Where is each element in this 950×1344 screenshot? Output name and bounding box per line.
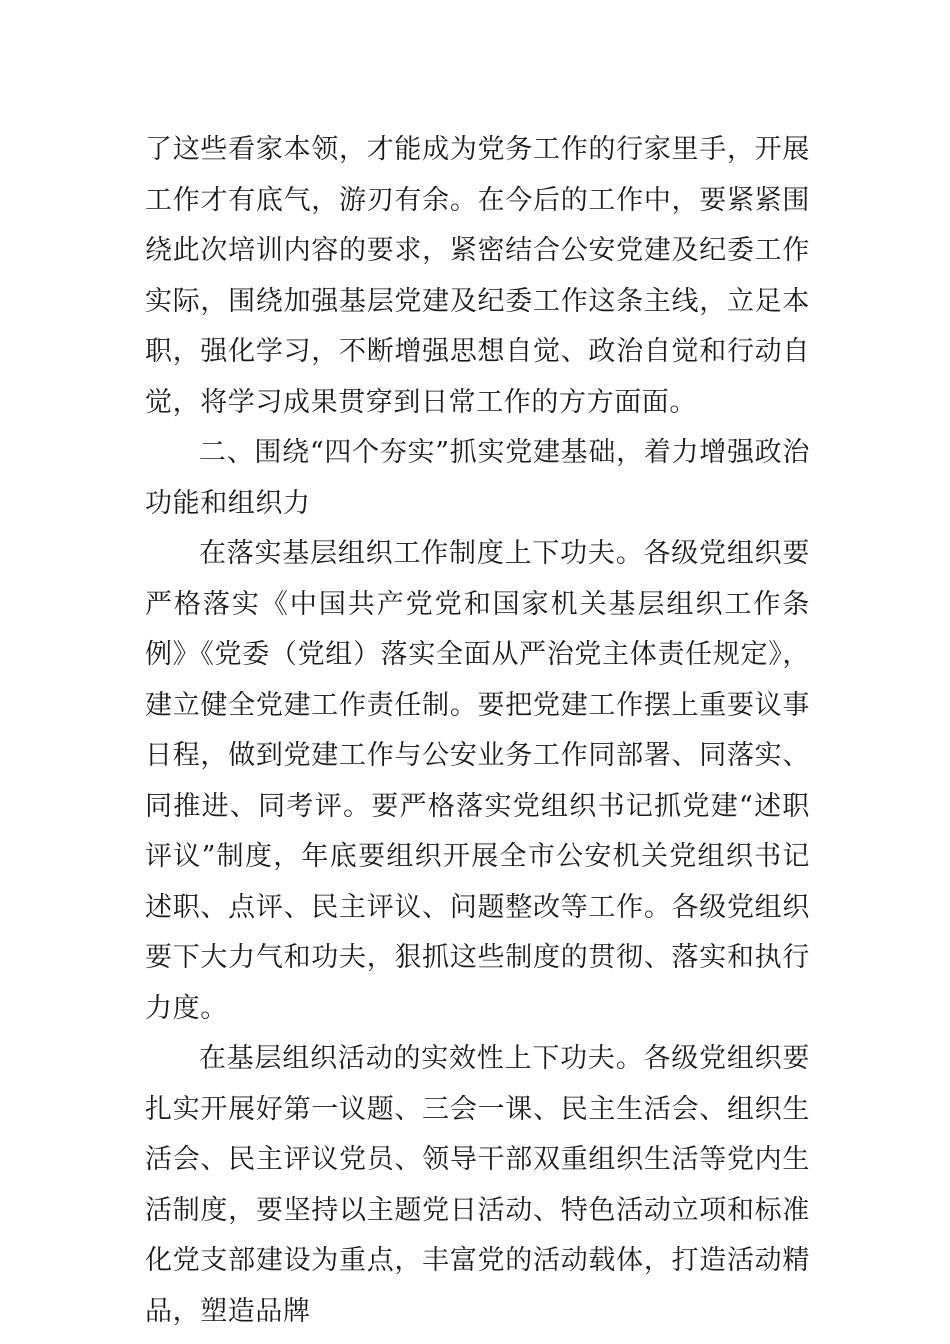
document-body: [145, 125, 810, 1337]
paragraph: 在落实基层组织工作制度上下功夫。各级党组织要严格落实《中国共产党党和国家机关基层组织工作条例》《党委（党组）落实全面从严治党主体责任规定》，建立健全党建工作责任制。要把党建工作摆上重要议事日程，做到党建工作与公安业务工作同部署、同落实、同推进、同考评。要严格落实党组织书记抓党建“述职评议”制度，年底要组织开展全市公安机关党组织书记述职、点评、民主评议、问题整改等工作。各级党组织要下大力气和功夫，狠抓这些制度的贯彻、落实和执行力度。: [145, 538, 810, 1024]
paragraph: 在基层组织活动的实效性上下功夫。各级党组织要扎实开展好第一议题、三会一课、民主生活会、组织生活会、民主评议党员、领导干部双重组织生活等党内生活制度，要坚持以主题党日活动、特色活动立项和标准化党支部建设为重点，丰富党的活动载体，打造活动精品，塑造品牌: [145, 1043, 810, 1327]
section-heading: 二、围绕“四个夯实”抓实党建基础，着力增强政治功能和组织力: [145, 437, 810, 519]
paragraph-continuation: 了这些看家本领，才能成为党务工作的行家里手，开展工作才有底气，游刃有余。在今后的工作中，要紧紧围绕此次培训内容的要求，紧密结合公安党建及纪委工作实际，围绕加强基层党建及纪委工作这条主线，立足本职，强化学习，不断增强思想自觉、政治自觉和行动自觉，将学习成果贯穿到日常工作的方方面面。: [145, 134, 810, 418]
